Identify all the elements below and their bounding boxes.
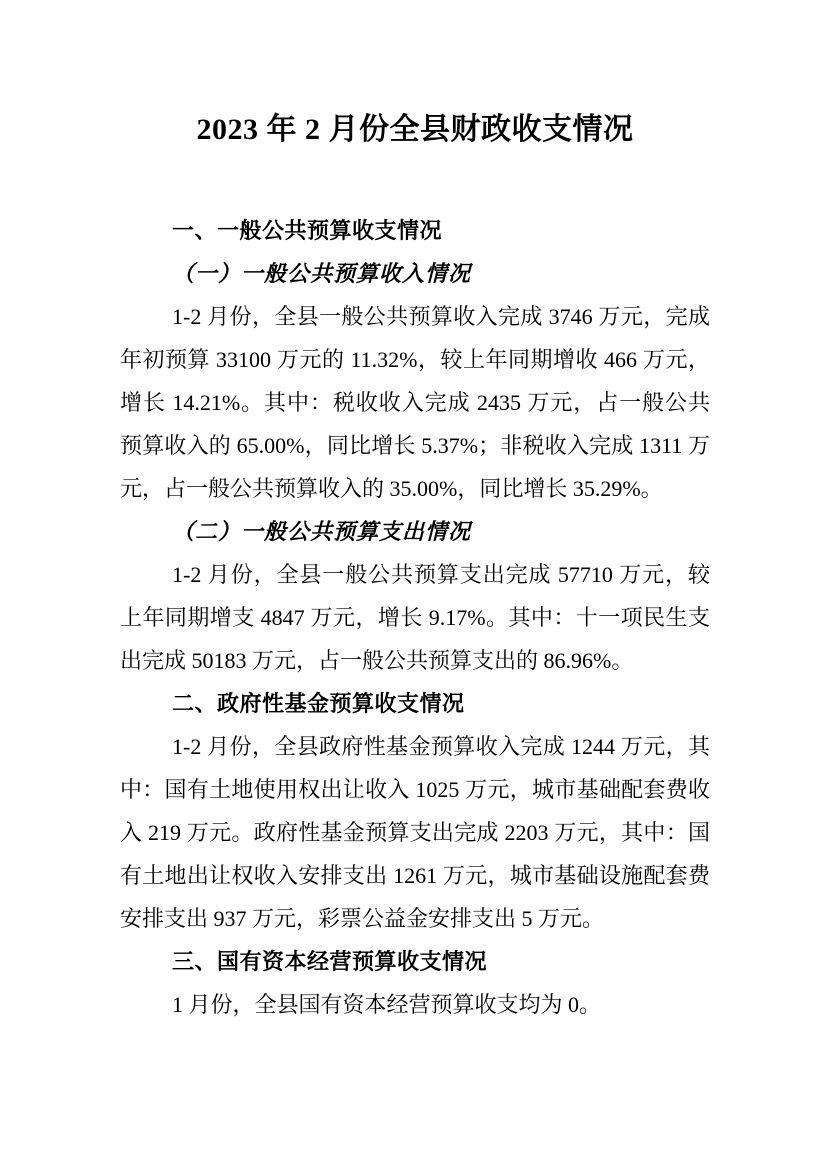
document-title: 2023 年 2 月份全县财政收支情况 [196,113,634,146]
section-heading-government-fund-budget: 二、政府性基金预算收支情况 [172,691,465,716]
subsection-heading-general-budget-expenditure: （二）一般公共预算支出情况 [172,519,472,544]
section-heading-state-capital-budget: 三、国有资本经营预算收支情况 [172,949,488,974]
document-body [120,209,710,1026]
paragraph-state-capital-budget: 1 月份，全县国有资本经营预算收支均为 0。 [172,992,602,1017]
paragraph-government-fund-budget: 1-2 月份，全县政府性基金预算收入完成 1244 万元，其中：国有土地使用权出让收入 1025 万元，城市基础配套费收入 219 万元。政府性基金预算支出完成 2203 万元，其中：国有土地出让权收入安排支出 1261 万元，城市基础设施配套费安排支出 937 万元，彩票公益金安排支出 5 万元。 [120,734,710,931]
paragraph-general-budget-expenditure: 1-2 月份，全县一般公共预算支出完成 57710 万元，较上年同期增支 4847 万元，增长 9.17%。其中：十一项民生支出完成 50183 万元，占一般公共预算支出的 86.96%。 [120,562,710,673]
subsection-heading-general-budget-revenue: （一）一般公共预算收入情况 [172,261,472,286]
paragraph-general-budget-revenue: 1-2 月份，全县一般公共预算收入完成 3746 万元，完成年初预算 33100 万元的 11.32%，较上年同期增收 466 万元，增长 14.21%。其中：税收收入完成 2435 万元，占一般公共预算收入的 65.00%，同比增长 5.37%；非税收入完成 1311 万元，占一般公共预算收入的 35.00%，同比增长 35.29%。 [120,304,710,501]
section-heading-general-budget: 一、一般公共预算收支情况 [172,218,443,243]
